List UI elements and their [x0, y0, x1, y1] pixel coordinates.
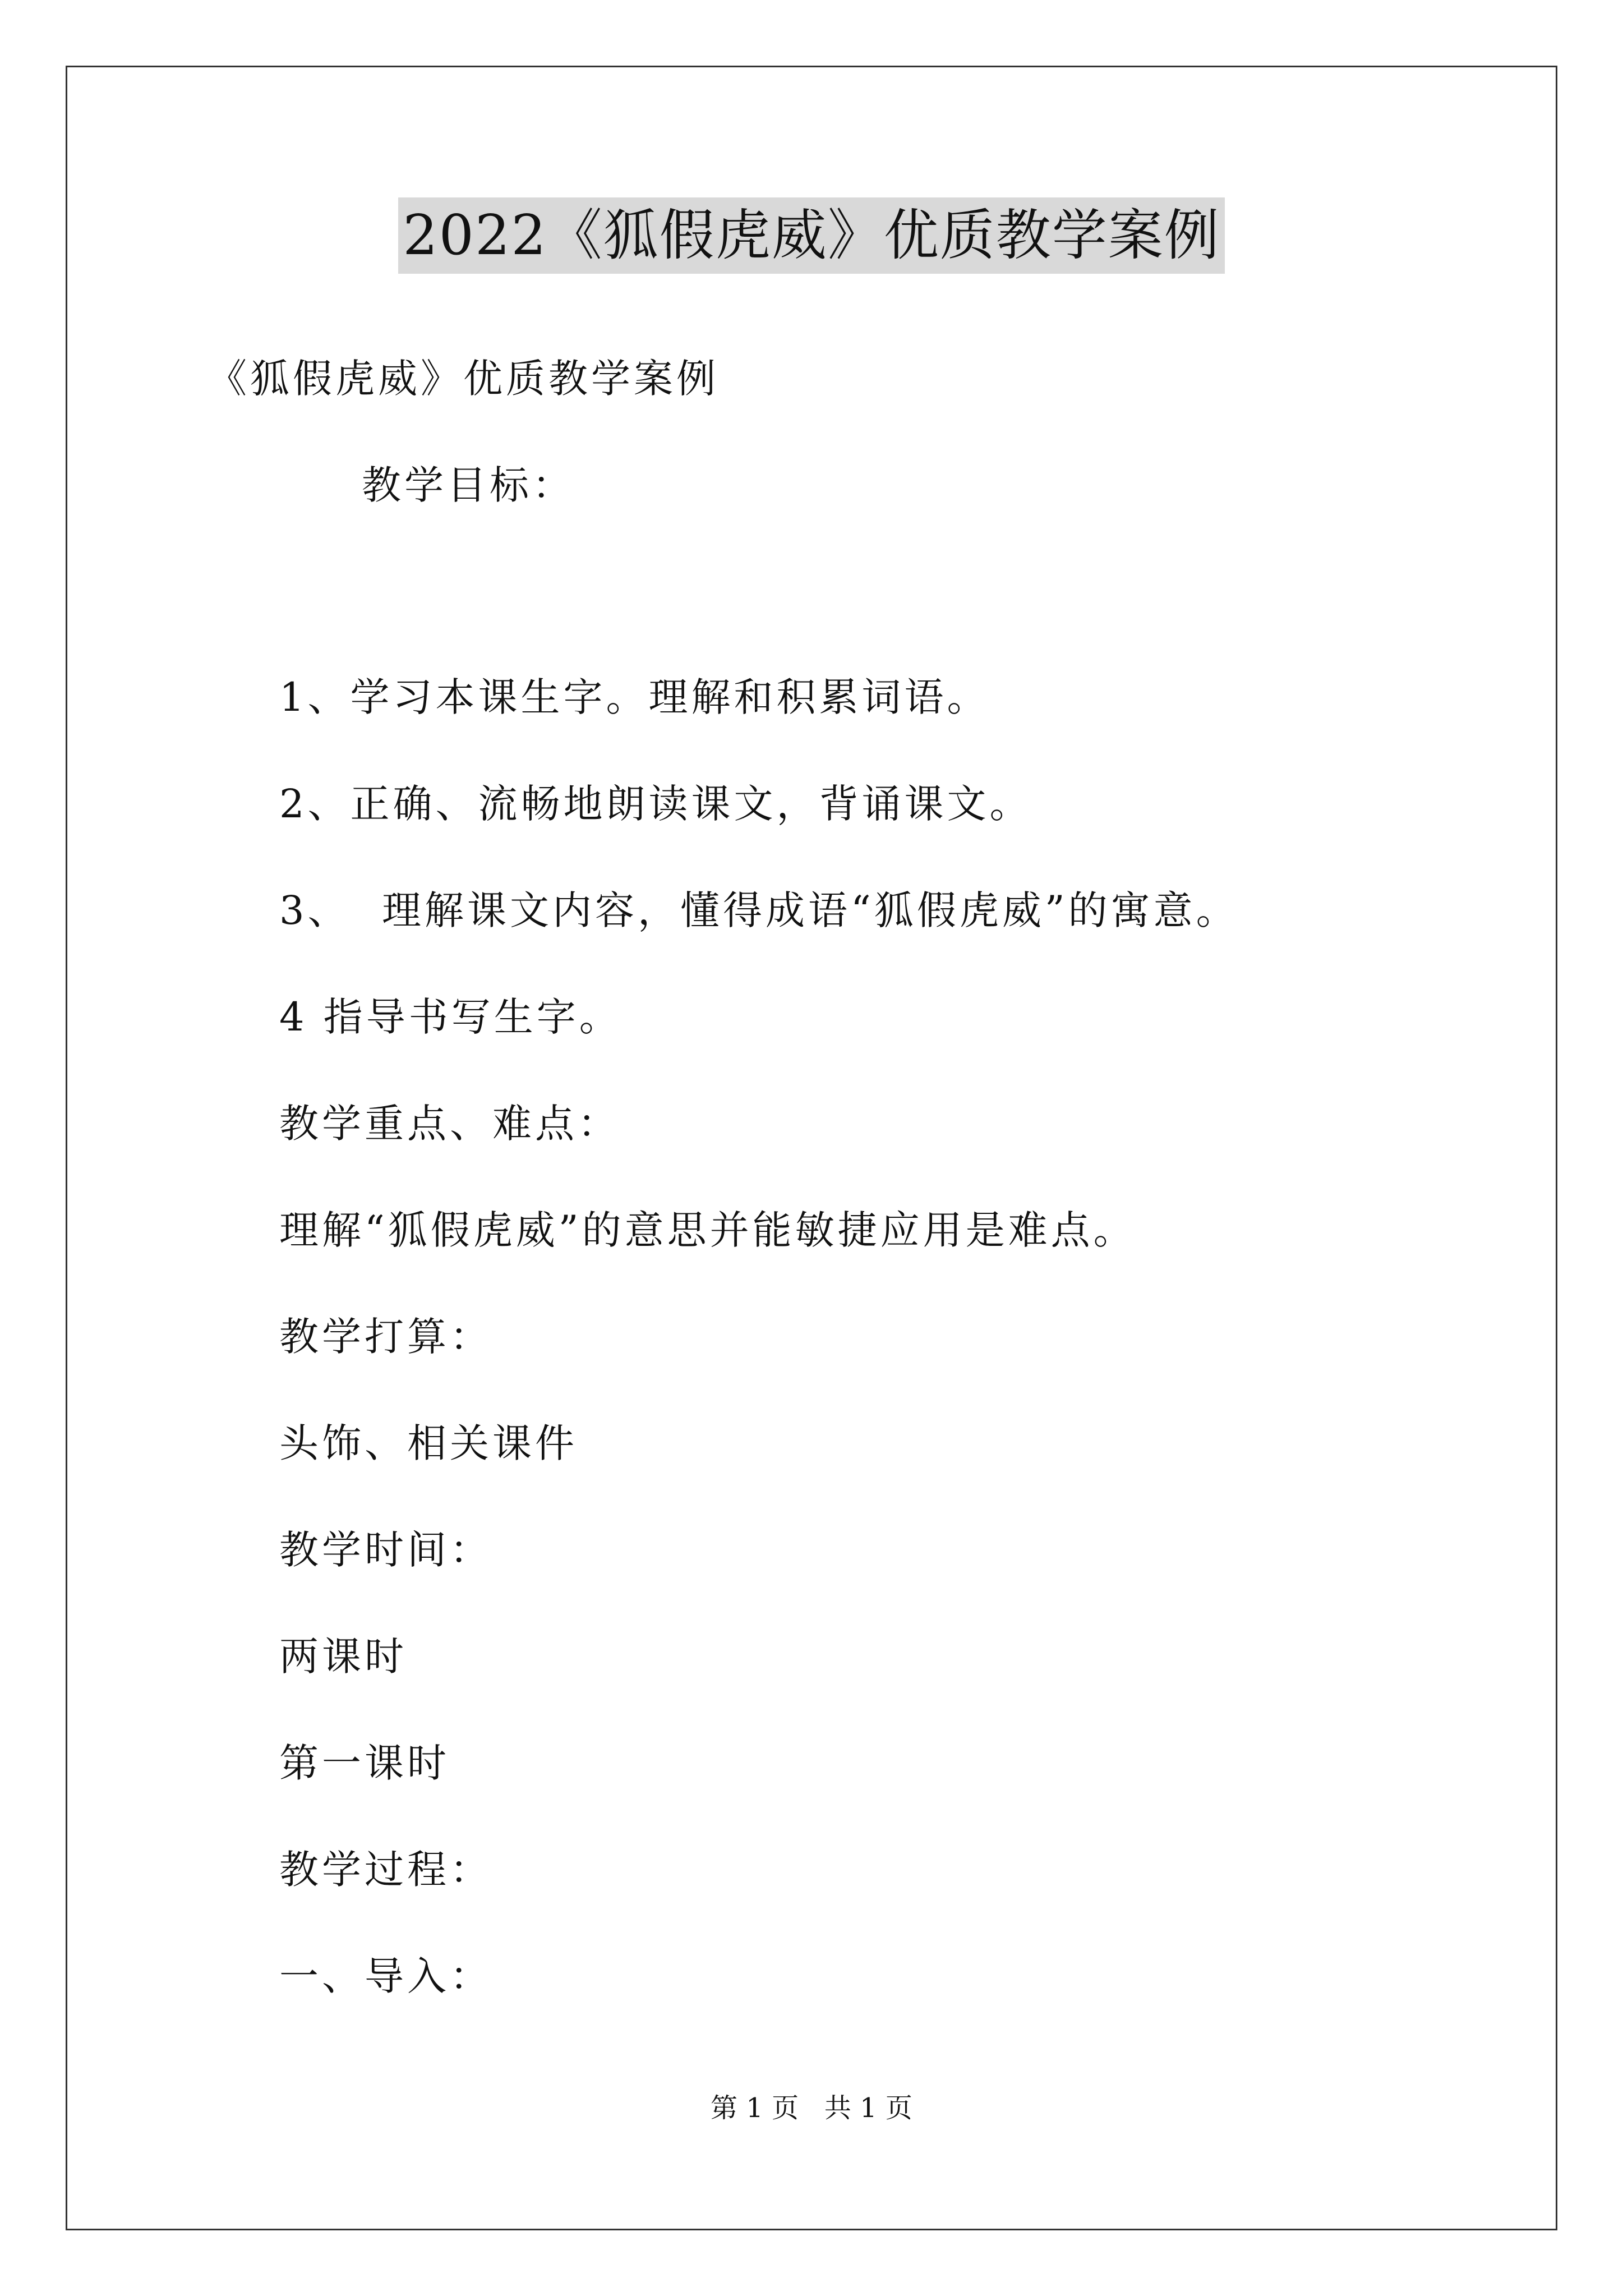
- lesson-heading: 第一课时: [279, 1740, 450, 1786]
- key-points-text: 理解“狐假虎威”的意思并能敏捷应用是难点。: [279, 1207, 1136, 1253]
- process-step-1: 一、导入：: [279, 1953, 492, 1999]
- objective-item-1: 1、学习本课生字。理解和积累词语。: [279, 674, 990, 720]
- document-title-block: [0, 197, 1623, 274]
- preparation-text: 头饰、相关课件: [279, 1420, 578, 1466]
- objective-item-2: 2、正确、流畅地朗读课文，背诵课文。: [279, 781, 1032, 827]
- document-title: 2022《狐假虎威》优质教学案例: [398, 197, 1224, 274]
- subtitle-line: 《狐假虎威》优质教学案例: [208, 356, 719, 402]
- objective-item-3: 3、 理解课文内容，懂得成语“狐假虎威”的寓意。: [279, 887, 1239, 933]
- section-heading-key-points: 教学重点、难点：: [279, 1101, 620, 1147]
- time-text: 两课时: [279, 1634, 407, 1680]
- section-heading-objectives: 教学目标：: [362, 462, 575, 508]
- page-footer: 第 1 页 共 1 页: [711, 2092, 912, 2124]
- section-heading-process: 教学过程：: [279, 1847, 492, 1893]
- section-heading-time: 教学时间：: [279, 1527, 492, 1573]
- objective-item-4: 4 指导书写生字。: [279, 994, 622, 1040]
- section-heading-preparation: 教学打算：: [279, 1314, 492, 1360]
